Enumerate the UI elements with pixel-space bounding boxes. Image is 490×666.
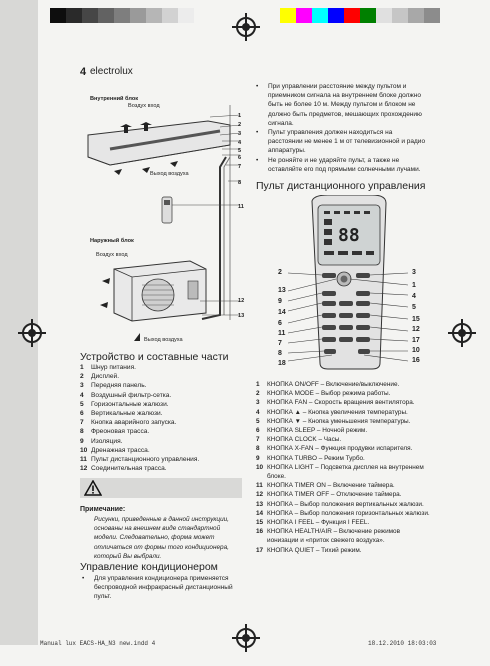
- calibration-swatch: [280, 8, 296, 23]
- button-description: 16 КНОПКА HEALTH/AIR – Включение режимов ионизации и «приток свежего воздуха».: [256, 528, 400, 545]
- button-description: 13 КНОПКА – Выбор положения вертикальных жалюзи.: [256, 500, 424, 508]
- button-description: 12 КНОПКА TIMER OFF – Отключение таймера.: [256, 491, 402, 499]
- calibration-swatch: [376, 8, 392, 23]
- air-out-label: Выход воздуха: [150, 171, 189, 177]
- registration-mark-top: [236, 17, 256, 37]
- button-description: 5 КНОПКА ▼ – Кнопка уменьшения температуры.: [256, 417, 411, 425]
- outdoor-air-out-label: Выход воздуха: [144, 337, 183, 343]
- parts-list-item: 1 Шнур питания.: [80, 364, 137, 371]
- footer-file-info: Manual lux EACS-HA_N3 new.indd 4: [40, 640, 156, 647]
- remote-callout-number: 18: [278, 360, 286, 367]
- calibration-swatch: [82, 8, 98, 23]
- calibration-swatch: [162, 8, 178, 23]
- remote-callout-number: 10: [412, 347, 420, 354]
- calibration-swatch: [98, 8, 114, 23]
- button-description: 4 КНОПКА ▲ – Кнопка увеличения температуры.: [256, 408, 408, 416]
- installation-diagram: [80, 105, 250, 350]
- calibration-swatch: [296, 8, 312, 23]
- remote-control-illustration: [288, 195, 408, 370]
- calibration-swatch: [114, 8, 130, 23]
- calibration-swatch: [408, 8, 424, 23]
- remote-callout-number: 8: [278, 350, 282, 357]
- note-label: Примечание:: [80, 506, 126, 513]
- button-description: 17 КНОПКА QUIET – Тихий режим.: [256, 546, 362, 554]
- brand-name: electrolux: [90, 66, 133, 77]
- diagram-callout-number: 12: [238, 298, 245, 304]
- registration-mark-left: [22, 323, 42, 343]
- calibration-swatch: [50, 8, 66, 23]
- button-description: 2 КНОПКА MODE – Выбор режима работы.: [256, 390, 391, 398]
- remote-callout-number: 17: [412, 337, 420, 344]
- calibration-swatch: [66, 8, 82, 23]
- outdoor-unit-label: Наружный блок: [90, 238, 134, 244]
- control-bullet: • Для управления кондиционера применяется беспроводной инфракрасный дистанционный пульт.: [82, 574, 242, 602]
- diagram-callout-number: 13: [238, 313, 245, 319]
- parts-list-item: 7 Кнопка аварийного запуска.: [80, 419, 177, 427]
- parts-list: [80, 363, 199, 473]
- remote-title: Пульт дистанционного управления: [256, 180, 426, 192]
- parts-title: Устройство и составные части: [80, 351, 229, 363]
- calibration-swatch: [360, 8, 376, 23]
- note-text: Рисунки, приведенные в данной инструкции, основаны на внешнем виде стандартной модели. Следовательно, форма может отличаться от формы того кондиционера, который Вы выбрали.: [94, 516, 229, 560]
- control-bullet-list: [82, 574, 242, 602]
- air-in-label: Воздух вход: [128, 103, 160, 109]
- remote-buttons-list: [256, 380, 432, 555]
- calibration-swatch: [178, 8, 194, 23]
- parts-list-item: 9 Изоляция.: [80, 437, 123, 445]
- calibration-swatch: [392, 8, 408, 23]
- right-bullet-list: [256, 82, 428, 174]
- parts-list-item: 12 Соединительная трасса.: [80, 465, 167, 473]
- diagram-callout-number: 4: [238, 140, 242, 146]
- button-description: 7 КНОПКА CLOCK – Часы.: [256, 436, 342, 444]
- remote-callout-number: 7: [278, 340, 282, 347]
- button-description: 11 КНОПКА TIMER ON – Включение таймера.: [256, 482, 395, 490]
- diagram-callout-number: 8: [238, 180, 242, 186]
- page-number: 4: [80, 66, 87, 78]
- control-title: Управление кондиционером: [80, 561, 218, 573]
- remote-display-digits: 88: [338, 225, 360, 246]
- warning-triangle-icon: [84, 480, 102, 496]
- remote-callout-number: 16: [412, 357, 420, 364]
- remote-callout-number: 11: [278, 330, 286, 337]
- info-bullet: • Пульт управления должен находиться на расстоянии не менее 1 м от телевизионной и радио аппаратуры.: [256, 128, 428, 156]
- button-description: 6 КНОПКА SLEEP – Ночной режим.: [256, 427, 368, 435]
- calibration-swatch: [424, 8, 440, 23]
- info-bullet: • При управлении расстояние между пультом и приемником сигнала на внутреннем блоке должно быть не более 10 м. Между пультом и блоком не должно быть предметов, мешающих прохождению сигнала.: [256, 82, 428, 128]
- remote-callout-number: 14: [278, 309, 286, 316]
- calibration-swatch: [344, 8, 360, 23]
- remote-callout-number: 9: [278, 298, 282, 305]
- remote-callout-number: 13: [278, 287, 286, 294]
- diagram-callout-number: 2: [238, 122, 242, 128]
- remote-callout-number: 6: [278, 320, 282, 327]
- parts-list-item: 6 Вертикальные жалюзи.: [80, 410, 163, 418]
- calibration-swatch: [130, 8, 146, 23]
- button-description: 10 КНОПКА LIGHT – Подсветка дисплея на внутреннем блоке.: [256, 463, 424, 481]
- parts-list-item: 4 Воздушный фильтр-сетка.: [80, 391, 172, 399]
- diagram-callout-number: 11: [238, 204, 244, 210]
- button-description: 3 КНОПКА FAN – Скорость вращения вентилятора.: [256, 399, 415, 407]
- warning-box: [80, 478, 242, 498]
- calibration-swatch: [328, 8, 344, 23]
- indoor-unit-label: Внутренний блок: [90, 96, 139, 102]
- button-description: 1 КНОПКА ON/OFF – Включение/выключение.: [256, 381, 400, 388]
- parts-list-item: 2 Дисплей.: [80, 373, 120, 381]
- remote-callout-number: 1: [412, 282, 416, 289]
- diagram-callout-number: 6: [238, 155, 242, 161]
- remote-callout-number: 5: [412, 304, 416, 311]
- diagram-callout-number: 1: [238, 113, 242, 119]
- diagram-callout-number: 7: [238, 164, 242, 170]
- calibration-swatch: [146, 8, 162, 23]
- remote-callout-number: 15: [412, 316, 420, 323]
- parts-list-item: 10 Дренажная трасса.: [80, 446, 150, 454]
- remote-callout-number: 12: [412, 326, 420, 333]
- calibration-swatch: [312, 8, 328, 23]
- remote-callout-number: 4: [412, 293, 416, 300]
- diagram-callout-number: 5: [238, 148, 242, 154]
- button-description: 9 КНОПКА TURBO – Режим Турбо.: [256, 454, 365, 462]
- registration-mark-bottom: [236, 628, 256, 648]
- info-bullet: • Не роняйте и не ударяйте пульт, а также не оставляйте его под прямыми солнечными лучами.: [256, 156, 428, 174]
- outdoor-air-in-label: Воздух вход: [96, 252, 128, 258]
- remote-callout-number: 2: [278, 269, 282, 276]
- remote-callout-number: 3: [412, 269, 416, 276]
- button-description: 8 КНОПКА X-FAN – Функция продувки испарителя.: [256, 445, 413, 453]
- parts-list-item: 8 Фреоновая трасса.: [80, 428, 150, 436]
- footer-timestamp: 18.12.2010 18:03:03: [368, 640, 437, 647]
- parts-list-item: 3 Передняя панель.: [80, 382, 147, 390]
- parts-list-item: 11 Пульт дистанционного управления.: [80, 456, 200, 464]
- parts-list-item: 5 Горизонтальные жалюзи.: [80, 400, 169, 408]
- button-description: 14 КНОПКА – Выбор положения горизонтальных жалюзи.: [256, 509, 430, 517]
- registration-mark-right: [452, 323, 472, 343]
- button-description: 15 КНОПКА I FEEL – Функция I FEEL.: [256, 519, 370, 527]
- diagram-callout-number: 3: [238, 131, 242, 137]
